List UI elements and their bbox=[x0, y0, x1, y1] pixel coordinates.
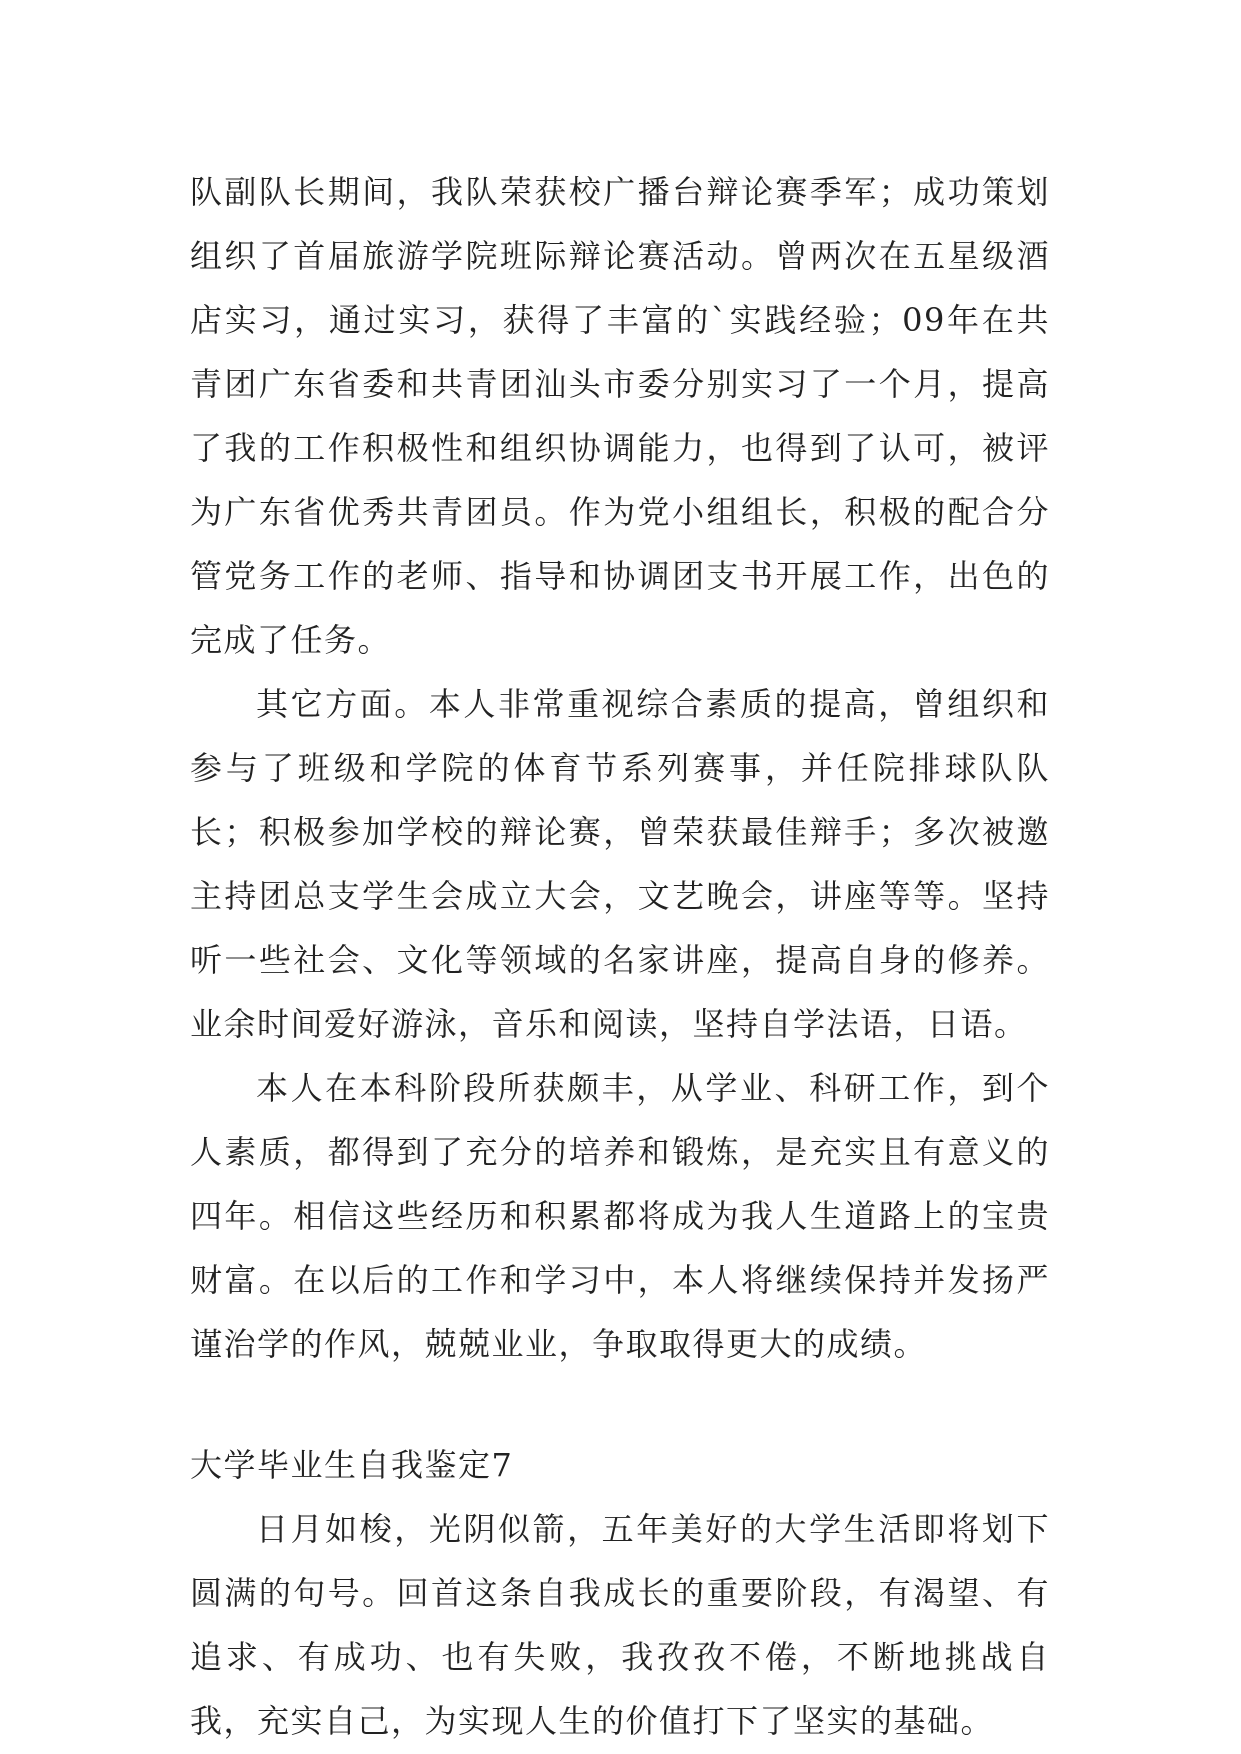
paragraph-intro: 日月如梭，光阴似箭，五年美好的大学生活即将划下圆满的句号。回首这条自我成长的重要阶段，有渴望、有追求、有成功、也有失败，我孜孜不倦，不断地挑战自我，充实自己，为实现人生的价值打下了坚实的基础。 bbox=[190, 1510, 1050, 1740]
section-heading: 大学毕业生自我鉴定7 bbox=[190, 1446, 514, 1484]
paragraph-other-aspects: 其它方面。本人非常重视综合素质的提高，曾组织和参与了班级和学院的体育节系列赛事，并任院排球队队长；积极参加学校的辩论赛，曾荣获最佳辩手；多次被邀主持团总支学生会成立大会，文艺晚会，讲座等等。坚持听一些社会、文化等领域的名家讲座，提高自身的修养。业余时间爱好游泳，音乐和阅读，坚持自学法语，日语。 bbox=[190, 685, 1050, 1043]
paragraph-conclusion: 本人在本科阶段所获颇丰，从学业、科研工作，到个人素质，都得到了充分的培养和锻炼，是充实且有意义的四年。相信这些经历和积累都将成为我人生道路上的宝贵财富。在以后的工作和学习中，本人将继续保持并发扬严谨治学的作风，兢兢业业，争取取得更大的成绩。 bbox=[190, 1069, 1050, 1363]
document-body bbox=[190, 160, 1050, 1753]
paragraph-activities: 队副队长期间，我队荣获校广播台辩论赛季军；成功策划组织了首届旅游学院班际辩论赛活动。曾两次在五星级酒店实习，通过实习，获得了丰富的`实践经验；09年在共青团广东省委和共青团汕头市委分别实习了一个月，提高了我的工作积极性和组织协调能力，也得到了认可，被评为广东省优秀共青团员。作为党小组组长，积极的配合分管党务工作的老师、指导和协调团支书开展工作，出色的完成了任务。 bbox=[190, 173, 1050, 659]
